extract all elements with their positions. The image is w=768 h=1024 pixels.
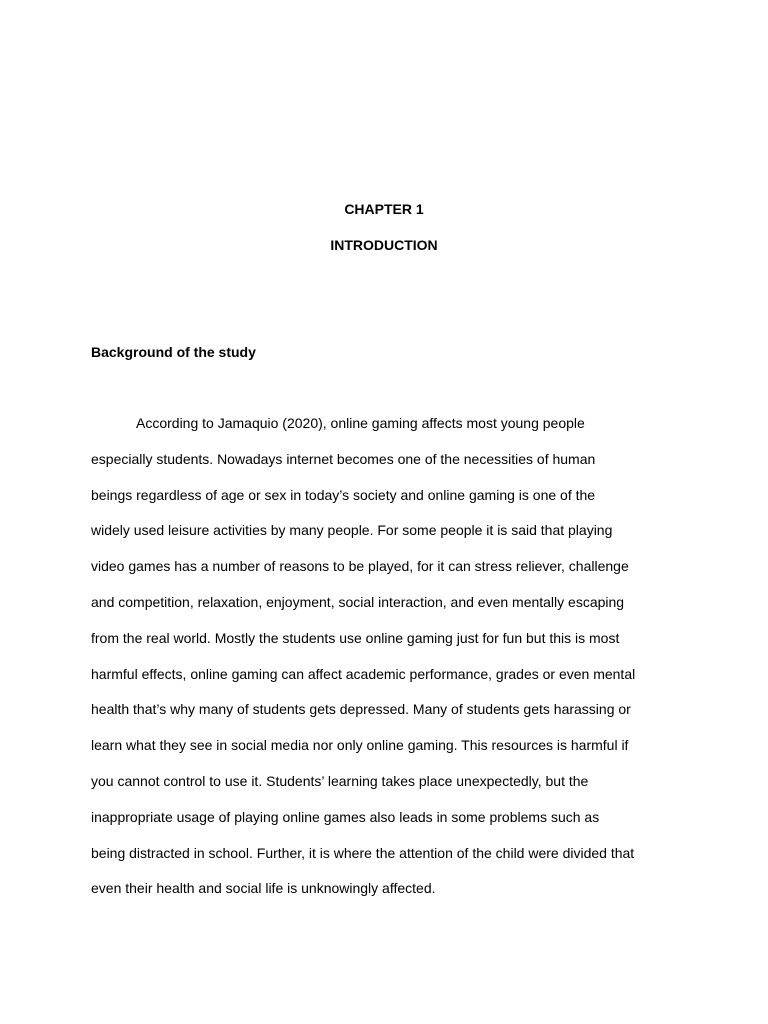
paragraph-line: inappropriate usage of playing online games also leads in some problems such as xyxy=(91,808,600,825)
paragraph-line: health that’s why many of students gets depressed. Many of students gets harassing or xyxy=(91,701,631,718)
section-heading: Background of the study xyxy=(91,344,256,360)
paragraph-line: harmful effects, online gaming can affect academic performance, grades or even mental xyxy=(91,665,636,682)
paragraph-line: being distracted in school. Further, it is where the attention of the child were divided that xyxy=(91,844,635,861)
paragraph-line: you cannot control to use it. Students’ learning takes place unexpectedly, but the xyxy=(91,772,589,789)
body-paragraph xyxy=(91,415,691,916)
paragraph-line: video games has a number of reasons to be played, for it can stress reliever, challenge xyxy=(91,558,629,575)
chapter-title: INTRODUCTION xyxy=(330,237,438,253)
paragraph-line: beings regardless of age or sex in today’s society and online gaming is one of the xyxy=(91,486,596,503)
paragraph-line: even their health and social life is unknowingly affected. xyxy=(91,880,436,897)
paragraph-line: learn what they see in social media nor only online gaming. This resources is harmful if xyxy=(91,737,629,754)
paragraph-line: especially students. Nowadays internet becomes one of the necessities of human xyxy=(91,450,596,467)
paragraph-line: According to Jamaquio (2020), online gaming affects most young people xyxy=(136,415,585,431)
paragraph-line: from the real world. Mostly the students use online gaming just for fun but this is most xyxy=(91,629,620,646)
paragraph-line: and competition, relaxation, enjoyment, social interaction, and even mentally escaping xyxy=(91,593,625,610)
chapter-number: CHAPTER 1 xyxy=(344,201,424,217)
paragraph-line: widely used leisure activities by many people. For some people it is said that playing xyxy=(91,522,613,539)
